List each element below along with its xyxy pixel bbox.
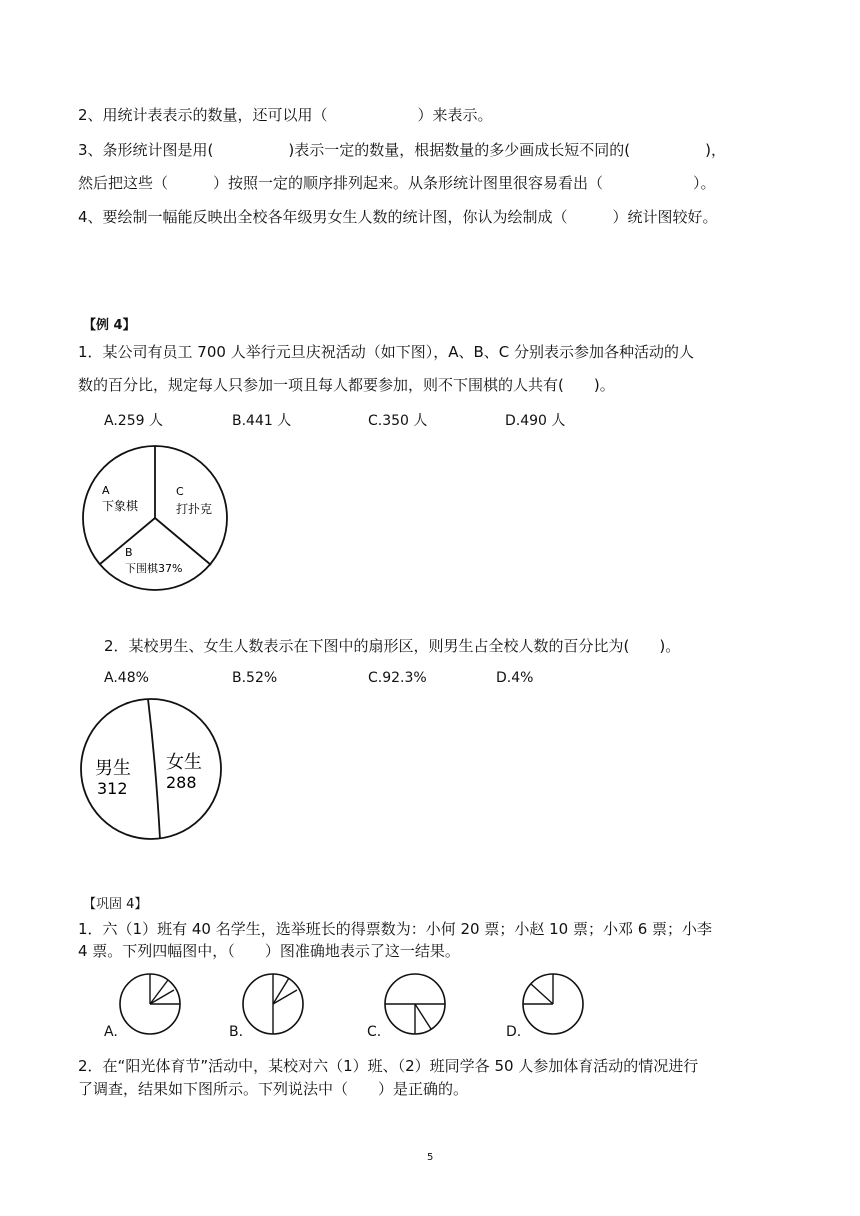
question-4: 4、要绘制一幅能反映出全校各年级男女生人数的统计图，你认为绘制成（ ）统计图较好。 xyxy=(78,208,718,226)
pie2-boys-value: 312 xyxy=(97,779,128,798)
question-3-line1: 3、条形统计图是用( )表示一定的数量，根据数量的多少画成长短不同的( )， xyxy=(78,141,726,159)
option-b-pie[interactable] xyxy=(241,972,307,1038)
ex4-q2-option-d: D.4% xyxy=(496,670,534,686)
ex4-q1-option-b: B.441 人 xyxy=(232,413,292,429)
pie2-girls-label: 女生 xyxy=(166,752,202,773)
option-b-label: B. xyxy=(229,1024,244,1040)
ex4-q1-option-a: A.259 人 xyxy=(104,413,163,429)
ex4-q2-line: 2．某校男生、女生人数表示在下图中的扇形区，则男生占全校人数的百分比为( )。 xyxy=(104,637,681,655)
option-d-label: D. xyxy=(506,1024,522,1040)
question-3-line2: 然后把这些（ ）按照一定的顺序排列起来。从条形统计图里很容易看出（ ）。 xyxy=(78,174,716,192)
pie1-a-letter: A xyxy=(102,484,110,497)
consolidate-4-header: 【巩固 4】 xyxy=(83,897,148,912)
ex4-q1-line2: 数的百分比，规定每人只参加一项且每人都要参加，则不下围棋的人共有( )。 xyxy=(78,376,615,394)
ex4-q2-option-c: C.92.3% xyxy=(368,670,427,686)
ex4-q1-line1: 1．某公司有员工 700 人举行元旦庆祝活动（如下图），A、B、C 分别表示参加各种活动的人 xyxy=(78,343,695,361)
option-d-pie[interactable] xyxy=(521,972,587,1038)
con4-q2-line2: 了调查，结果如下图所示。下列说法中（ ）是正确的。 xyxy=(78,1080,469,1098)
option-c-label: C. xyxy=(367,1024,382,1040)
pie2-girls-value: 288 xyxy=(166,773,197,792)
example-4-header: 【例 4】 xyxy=(83,318,136,333)
con4-q2-line1: 2．在“阳光体育节”活动中，某校对六（1）班、（2）班同学各 50 人参加体育活动的情况进行 xyxy=(78,1057,699,1075)
pie1-c-label: 打扑克 xyxy=(176,502,213,516)
ex4-q2-option-a: A.48% xyxy=(104,670,149,686)
page-number: 5 xyxy=(427,1152,434,1163)
option-a-pie[interactable] xyxy=(118,972,184,1038)
ex4-q1-option-c: C.350 人 xyxy=(368,413,428,429)
pie-chart-activities xyxy=(80,440,232,600)
pie1-c-letter: C xyxy=(176,485,184,498)
ex4-q2-option-b: B.52% xyxy=(232,670,278,686)
pie1-a-label: 下象棋 xyxy=(102,499,139,513)
option-c-pie[interactable] xyxy=(383,972,449,1038)
ex4-q1-option-d: D.490 人 xyxy=(505,413,566,429)
pie2-boys-label: 男生 xyxy=(95,758,131,779)
pie1-b-label: 下围棋37% xyxy=(125,562,183,575)
con4-q1-line1: 1．六（1）班有 40 名学生，选举班长的得票数为：小何 20 票；小赵 10 票；小邓 6 票；小李 xyxy=(78,920,713,938)
option-a-label: A. xyxy=(104,1024,118,1040)
con4-q1-line2: 4 票。下列四幅图中，（ ）图准确地表示了这一结果。 xyxy=(78,942,460,960)
pie-chart-boys-girls xyxy=(78,696,226,844)
pie1-b-letter: B xyxy=(125,546,133,559)
question-2: 2、用统计表表示的数量，还可以用（ ）来表示。 xyxy=(78,106,493,124)
